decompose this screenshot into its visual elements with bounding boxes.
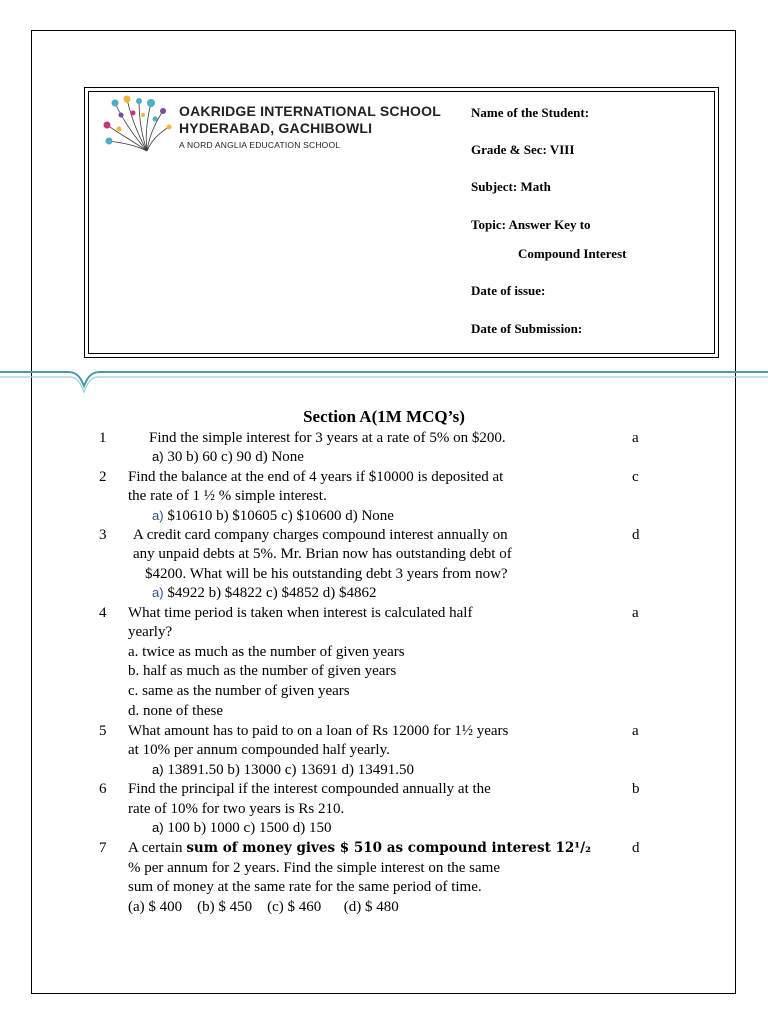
question-text: $4200. What will be his outstanding debt 3 years from now? xyxy=(145,566,508,582)
question-text: Find the simple interest for 3 years at a rate of 5% on $200. xyxy=(149,430,506,446)
option-values: 30 b) 60 c) 90 d) None xyxy=(163,449,304,465)
option-prefix: a) xyxy=(152,585,164,600)
topic-line1: Topic: Answer Key to xyxy=(471,217,591,232)
answer-key: b xyxy=(632,781,640,797)
option-values: 13891.50 b) 13000 c) 13691 d) 13491.50 xyxy=(163,762,414,778)
question-text: any unpaid debts at 5%. Mr. Brian now has outstanding debt of xyxy=(133,546,512,562)
answer-key: d xyxy=(632,527,640,543)
question-number: 1 xyxy=(99,430,107,446)
question-options xyxy=(152,449,304,466)
question-text: yearly? xyxy=(128,624,173,640)
question-number: 2 xyxy=(99,469,107,485)
question-option: c. same as the number of given years xyxy=(128,683,350,699)
question-text: Find the principal if the interest compounded annually at the xyxy=(128,781,491,797)
school-name-line2: HYDERABAD, GACHIBOWLI xyxy=(179,120,373,136)
option-prefix: a) xyxy=(152,449,164,464)
question-text: at 10% per annum compounded half yearly. xyxy=(128,742,390,758)
option-prefix: a) xyxy=(152,508,164,523)
option-prefix: a) xyxy=(152,762,164,777)
question-option: a. twice as much as the number of given years xyxy=(128,644,405,660)
date-of-issue: Date of issue: xyxy=(471,283,546,298)
answer-key: a xyxy=(632,430,639,446)
question-option: b. half as much as the number of given years xyxy=(128,663,397,679)
grade-section: Grade & Sec: VIII xyxy=(471,142,575,157)
question-number: 6 xyxy=(99,781,107,797)
answer-key: a xyxy=(632,605,639,621)
school-name xyxy=(179,103,441,150)
student-name-label: Name of the Student: xyxy=(471,105,590,120)
school-name-line1: OAKRIDGE INTERNATIONAL SCHOOL xyxy=(179,103,441,119)
question-text-part: A certain xyxy=(128,840,187,856)
question-options xyxy=(152,585,376,602)
section-title: Section A(1M MCQ’s) xyxy=(303,407,465,426)
question-number: 7 xyxy=(99,840,107,856)
option-values: 100 b) 1000 c) 1500 d) 150 xyxy=(163,820,332,836)
question-number: 5 xyxy=(99,723,107,739)
subject: Subject: Math xyxy=(471,179,551,194)
option-values: $10610 b) $10605 c) $10600 d) None xyxy=(163,508,394,524)
school-tagline: A NORD ANGLIA EDUCATION SCHOOL xyxy=(179,140,341,150)
answer-key: c xyxy=(632,469,639,485)
question-options: (a) $ 400 (b) $ 450 (c) $ 460 (d) $ 480 xyxy=(128,899,399,915)
question-options xyxy=(152,508,394,525)
answer-key: d xyxy=(632,840,640,856)
question-text: Find the balance at the end of 4 years if $10000 is deposited at xyxy=(128,469,504,485)
question-number: 4 xyxy=(99,605,107,621)
school-logo-icon xyxy=(103,95,173,155)
question-text: sum of money at the same rate for the same period of time. xyxy=(128,879,482,895)
answer-key: a xyxy=(632,723,639,739)
question-text: % per annum for 2 years. Find the simple interest on the same xyxy=(128,860,500,876)
question-text: What amount has to paid to on a loan of Rs 12000 for 1½ years xyxy=(128,723,509,739)
question-option: d. none of these xyxy=(128,703,223,719)
question-text xyxy=(128,840,591,857)
question-options xyxy=(152,820,331,837)
option-values: $4922 b) $4822 c) $4852 d) $4862 xyxy=(163,585,377,601)
question-number: 3 xyxy=(99,527,107,543)
option-prefix: a) xyxy=(152,820,164,835)
question-text: the rate of 1 ½ % simple interest. xyxy=(128,488,327,504)
question-text: rate of 10% for two years is Rs 210. xyxy=(128,801,345,817)
decorative-divider xyxy=(0,360,768,400)
question-text-bold: sum of money gives $ 510 as compound interest 12¹/₂ xyxy=(186,840,592,856)
question-text: What time period is taken when interest is calculated half xyxy=(128,605,473,621)
question-text: A credit card company charges compound interest annually on xyxy=(133,527,508,543)
topic-line2: Compound Interest xyxy=(518,246,627,261)
question-options xyxy=(152,762,414,779)
date-of-submission: Date of Submission: xyxy=(471,321,583,336)
